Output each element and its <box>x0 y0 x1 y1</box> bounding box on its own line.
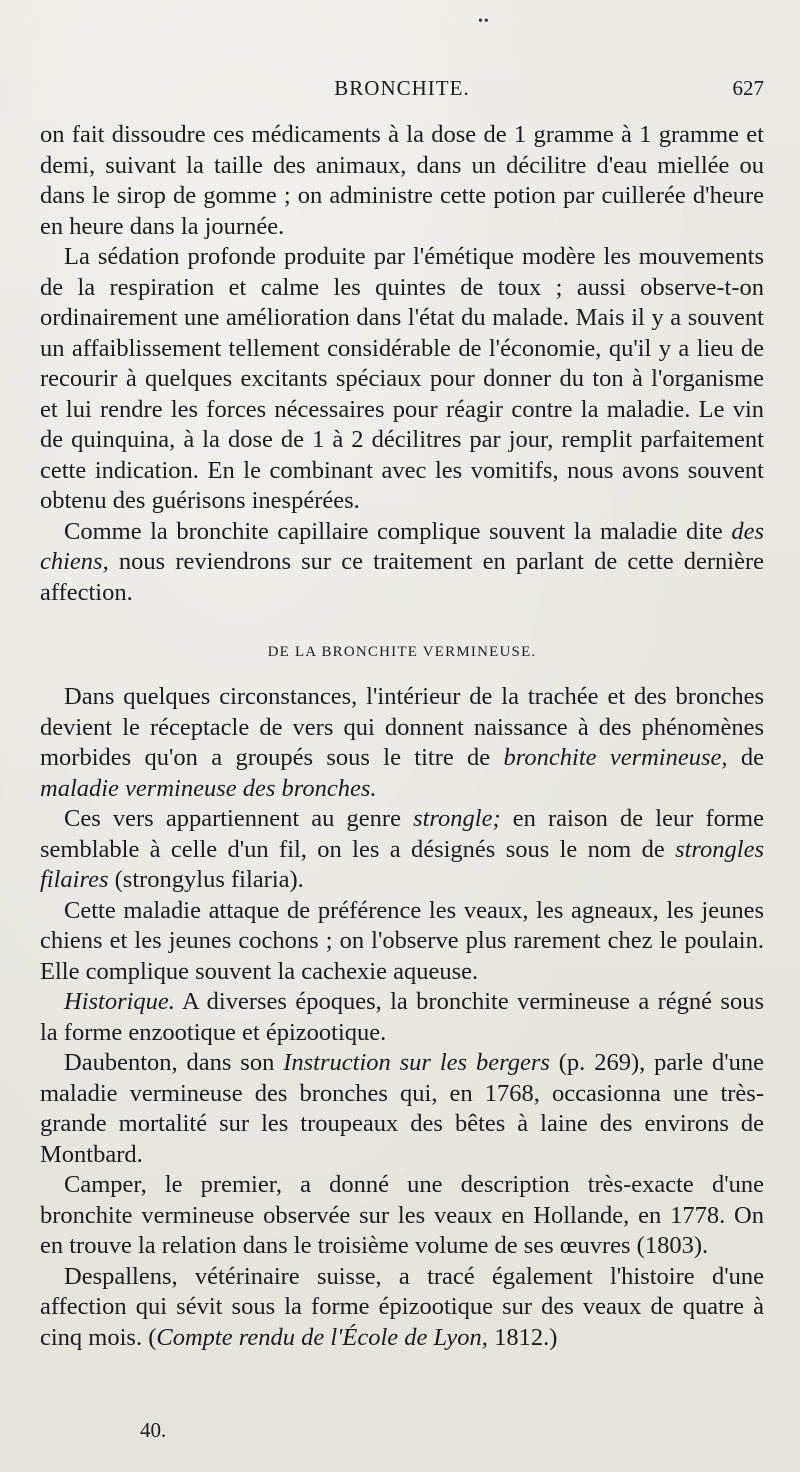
paragraph-2: La sédation profonde produite par l'émétique modère les mouvements de la respiration et calme les quintes de toux ; aussi observe-t-on ordinairement une amélioration dans l'état du malade. Mais il y a souvent un affaiblissement tellement considérable de l'économie, qu'il y a lieu de recourir à quelques excitants spéciaux pour donner du ton à l'organisme et lui rendre les forces nécessaires pour réagir contre la maladie. Le vin de quinquina, à la dose de 1 à 2 décilitres par jour, remplit parfaitement cette indication. En le combinant avec les vomitifs, nous avons souvent obtenu des guérisons inespérées. <box>40 243 764 514</box>
paragraph-10-text-a: Despallens, vétérinaire suisse, a tracé également l'histoire d'une affection qui sévit sous la forme épizootique sur des veaux de quatre à cinq mois. ( <box>40 1262 764 1351</box>
paragraph-3-italic: des chiens, <box>40 517 764 575</box>
paragraph-10-text-c: 1812.) <box>487 1323 558 1351</box>
paragraph-5 <box>40 804 764 896</box>
paragraph-5-text-a: Ces vers appartiennent au genre <box>64 805 414 832</box>
paragraph-5-italic-b: strongle; <box>413 805 501 832</box>
signature-mark: 40. <box>140 1418 167 1442</box>
paragraph-10 <box>40 1262 764 1354</box>
paragraph-8-italic: Instruction sur les bergers <box>283 1049 550 1076</box>
section-heading: DE LA BRONCHITE VERMINEUSE. <box>267 644 537 660</box>
paragraph-4-text-a: Dans quelques circonstances, l'intérieur de la trachée et des bronches devient le réceptacle de vers qui donnent naissance à des phénomènes morbides qu'on a groupés sous le titre de <box>40 683 764 771</box>
paragraph-3 <box>40 517 764 609</box>
paragraph-5-text-c: en raison de leur forme semblable à celle d'un fil, on les a désignés sous le nom de <box>40 805 764 863</box>
paragraph-3-text-a: Comme la bronchite capillaire complique souvent la maladie dite <box>64 517 732 545</box>
paragraph-1: on fait dissoudre ces médicaments à la dose de 1 gramme à 1 gramme et demi, suivant la taille des animaux, dans un décilitre d'eau miellée ou dans le sirop de gomme ; on administre cette potion par cuillerée d'heure en heure dans la journée. <box>40 121 764 240</box>
paragraph-7 <box>40 987 764 1048</box>
paragraph-5-text-e: (strongylus filaria). <box>108 866 304 893</box>
paragraph-6: Cette maladie attaque de préférence les veaux, les agneaux, les jeunes chiens et les jeunes cochons ; on l'observe plus rarement chez le poulain. Elle complique souvent la cachexie aqueuse. <box>40 896 764 985</box>
paragraph-7-italic: Historique. <box>64 988 175 1015</box>
page-number: 627 <box>732 76 764 100</box>
paragraph-4 <box>40 682 764 804</box>
paragraph-8 <box>40 1048 764 1170</box>
running-title: BRONCHITE. <box>334 76 470 100</box>
paragraph-3-text-c: nous reviendrons sur ce traitement en parlant de cette dernière affection. <box>40 548 764 606</box>
paragraph-8-text-a: Daubenton, dans son <box>64 1049 284 1076</box>
running-header <box>40 74 764 106</box>
paragraph-7-text: A diverses époques, la bronchite vermineuse a régné sous la forme enzootique et épizootique. <box>40 988 764 1046</box>
top-print-mark: •• <box>478 14 490 29</box>
body-text <box>40 120 764 1353</box>
paragraph-9: Camper, le premier, a donné une description très-exacte d'une bronchite vermineuse observée sur les veaux en Hollande, en 1778. On en trouve la relation dans le troisième volume de ses œuvres (1803). <box>40 1171 764 1259</box>
paragraph-4-text-c: de <box>727 744 764 771</box>
paragraph-8-text-c: (p. 269), parle d'une maladie vermineuse des bronches qui, en 1768, occasionna une très-grande mortalité sur les troupeaux des bêtes à laine des environs de Montbard. <box>40 1049 764 1168</box>
paragraph-5-italic-d: strongles filaires <box>40 835 764 893</box>
paragraph-4-italic-b: bronchite vermineuse, <box>503 744 728 771</box>
paragraph-10-italic: Compte rendu de l'École de Lyon, <box>156 1323 488 1351</box>
paragraph-4-italic-d: maladie vermineuse des bronches. <box>40 774 377 802</box>
